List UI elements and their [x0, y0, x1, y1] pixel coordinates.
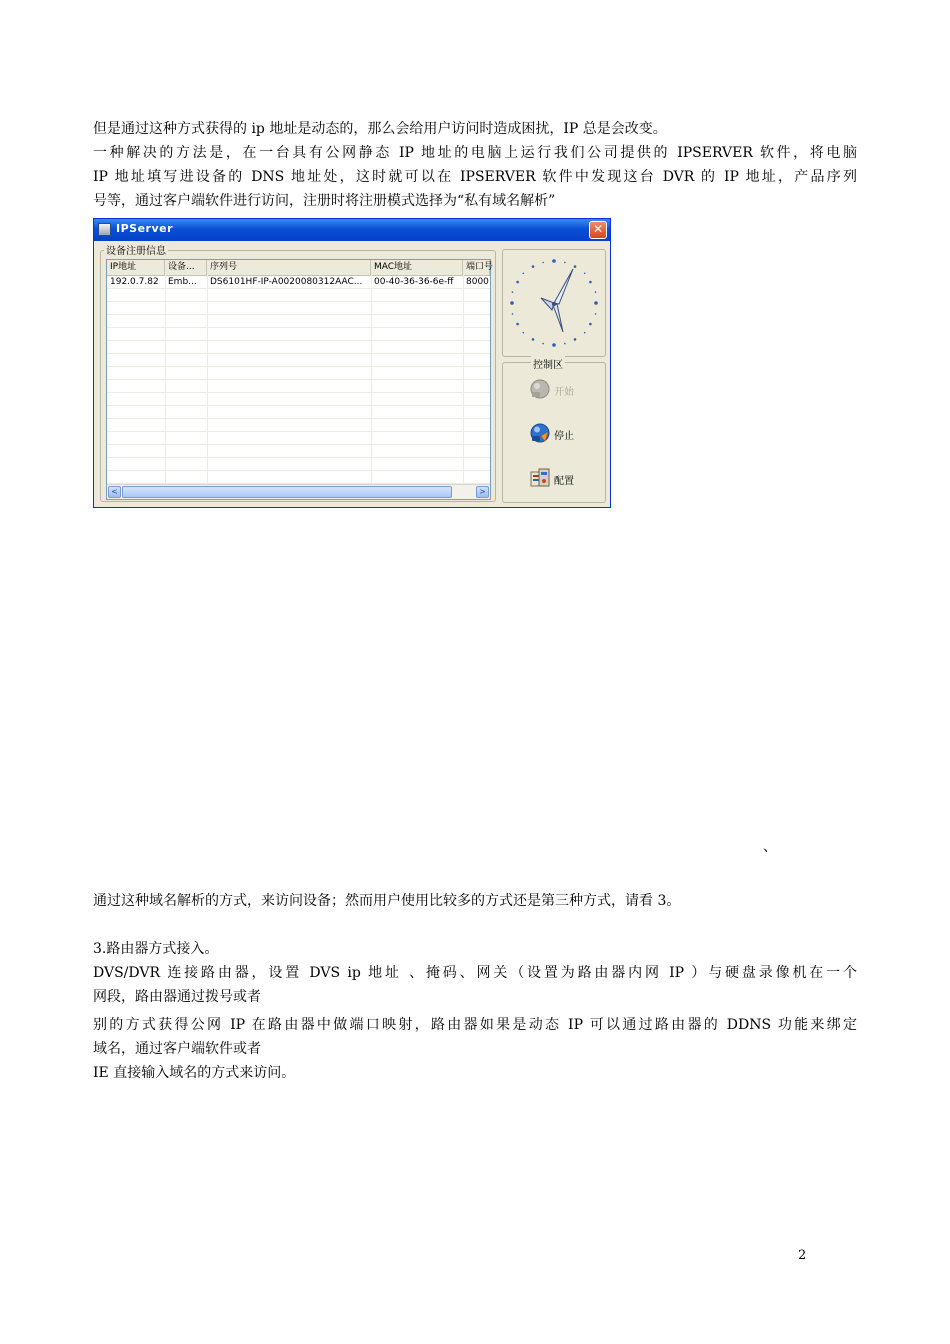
section-router-line2: 网段，路由器通过拨号或者 — [93, 989, 261, 1005]
paragraph-domain-resolution: 通过这种域名解析的方式，来访问设备；然而用户使用比较多的方式还是第三种方式，请看 3。 — [93, 893, 681, 909]
paragraph-solution-line3: 号等，通过客户端软件进行访问，注册时将注册模式选择为“私有域名解析” — [93, 193, 556, 209]
paragraph-solution-line2: IP 地址填写进设备的 DNS 地址处，这时就可以在 IPSERVER 软件中发现这台 DVR 的 IP 地址，产品序列 — [93, 169, 857, 185]
stop-button[interactable] — [528, 421, 588, 447]
close-button[interactable]: ✕ — [589, 221, 607, 239]
config-button[interactable] — [528, 466, 588, 492]
paragraph-solution-line1: 一种解决的方法是，在一台具有公网静态 IP 地址的电脑上运行我们公司提供的 IPSERVER 软件，将电脑 — [93, 145, 857, 161]
cell-port: 8000 — [466, 277, 489, 287]
column-header-device[interactable]: 设备... — [165, 260, 207, 275]
column-header-ip[interactable]: IP地址 — [107, 260, 165, 275]
group-label-device-registration: 设备注册信息 — [104, 242, 168, 257]
list-header — [107, 260, 494, 276]
horizontal-scrollbar[interactable] — [107, 484, 490, 499]
paragraph-dynamic-ip: 但是通过这种方式获得的 ip 地址是动态的，那么会给用户访问时造成困扰，IP 总是会改变。 — [93, 121, 667, 137]
section-heading-router: 3.路由器方式接入。 — [93, 941, 219, 957]
section-router-line3: 别的方式获得公网 IP 在路由器中做端口映射，路由器如果是动态 IP 可以通过路由器的 DDNS 功能来绑定 — [93, 1017, 857, 1033]
scroll-right-button[interactable]: > — [476, 486, 489, 498]
column-header-port[interactable]: 端口号 — [463, 260, 490, 275]
config-label: 配置 — [554, 476, 574, 487]
ipserver-window — [93, 218, 611, 508]
column-header-mac[interactable]: MAC地址 — [371, 260, 463, 275]
table-row[interactable] — [107, 276, 490, 289]
scroll-thumb[interactable] — [122, 486, 452, 498]
start-icon — [528, 377, 552, 401]
list-gridlines — [107, 275, 490, 485]
stop-icon — [528, 421, 552, 445]
stray-punctuation: 、 — [763, 839, 777, 855]
control-area-label: 控制区 — [531, 356, 565, 371]
start-label: 开始 — [554, 387, 574, 398]
clock-panel — [502, 249, 606, 357]
cell-mac: 00-40-36-36-6e-ff — [374, 277, 454, 287]
scroll-left-button[interactable]: < — [108, 486, 121, 498]
clock-icon — [503, 250, 605, 356]
column-header-serial[interactable]: 序列号 — [207, 260, 371, 275]
device-list[interactable] — [106, 259, 494, 500]
cell-ip: 192.0.7.82 — [110, 277, 159, 287]
app-icon — [98, 223, 111, 236]
config-icon — [528, 466, 552, 490]
section-router-line5: IE 直接输入域名的方式来访问。 — [93, 1065, 296, 1081]
page-number: 2 — [798, 1248, 807, 1263]
start-button[interactable] — [528, 377, 588, 403]
cell-serial: DS6101HF-IP-A0020080312AAC... — [210, 277, 363, 287]
section-router-line4: 域名，通过客户端软件或者 — [93, 1041, 261, 1057]
window-title: IPServer — [116, 222, 174, 235]
section-router-line1: DVS/DVR 连接路由器，设置 DVS ip 地址 、掩码、网关（设置为路由器内网 IP ）与硬盘录像机在一个 — [93, 965, 857, 981]
cell-device: Emb... — [168, 277, 197, 287]
stop-label: 停止 — [554, 431, 574, 442]
title-bar[interactable] — [94, 219, 610, 241]
